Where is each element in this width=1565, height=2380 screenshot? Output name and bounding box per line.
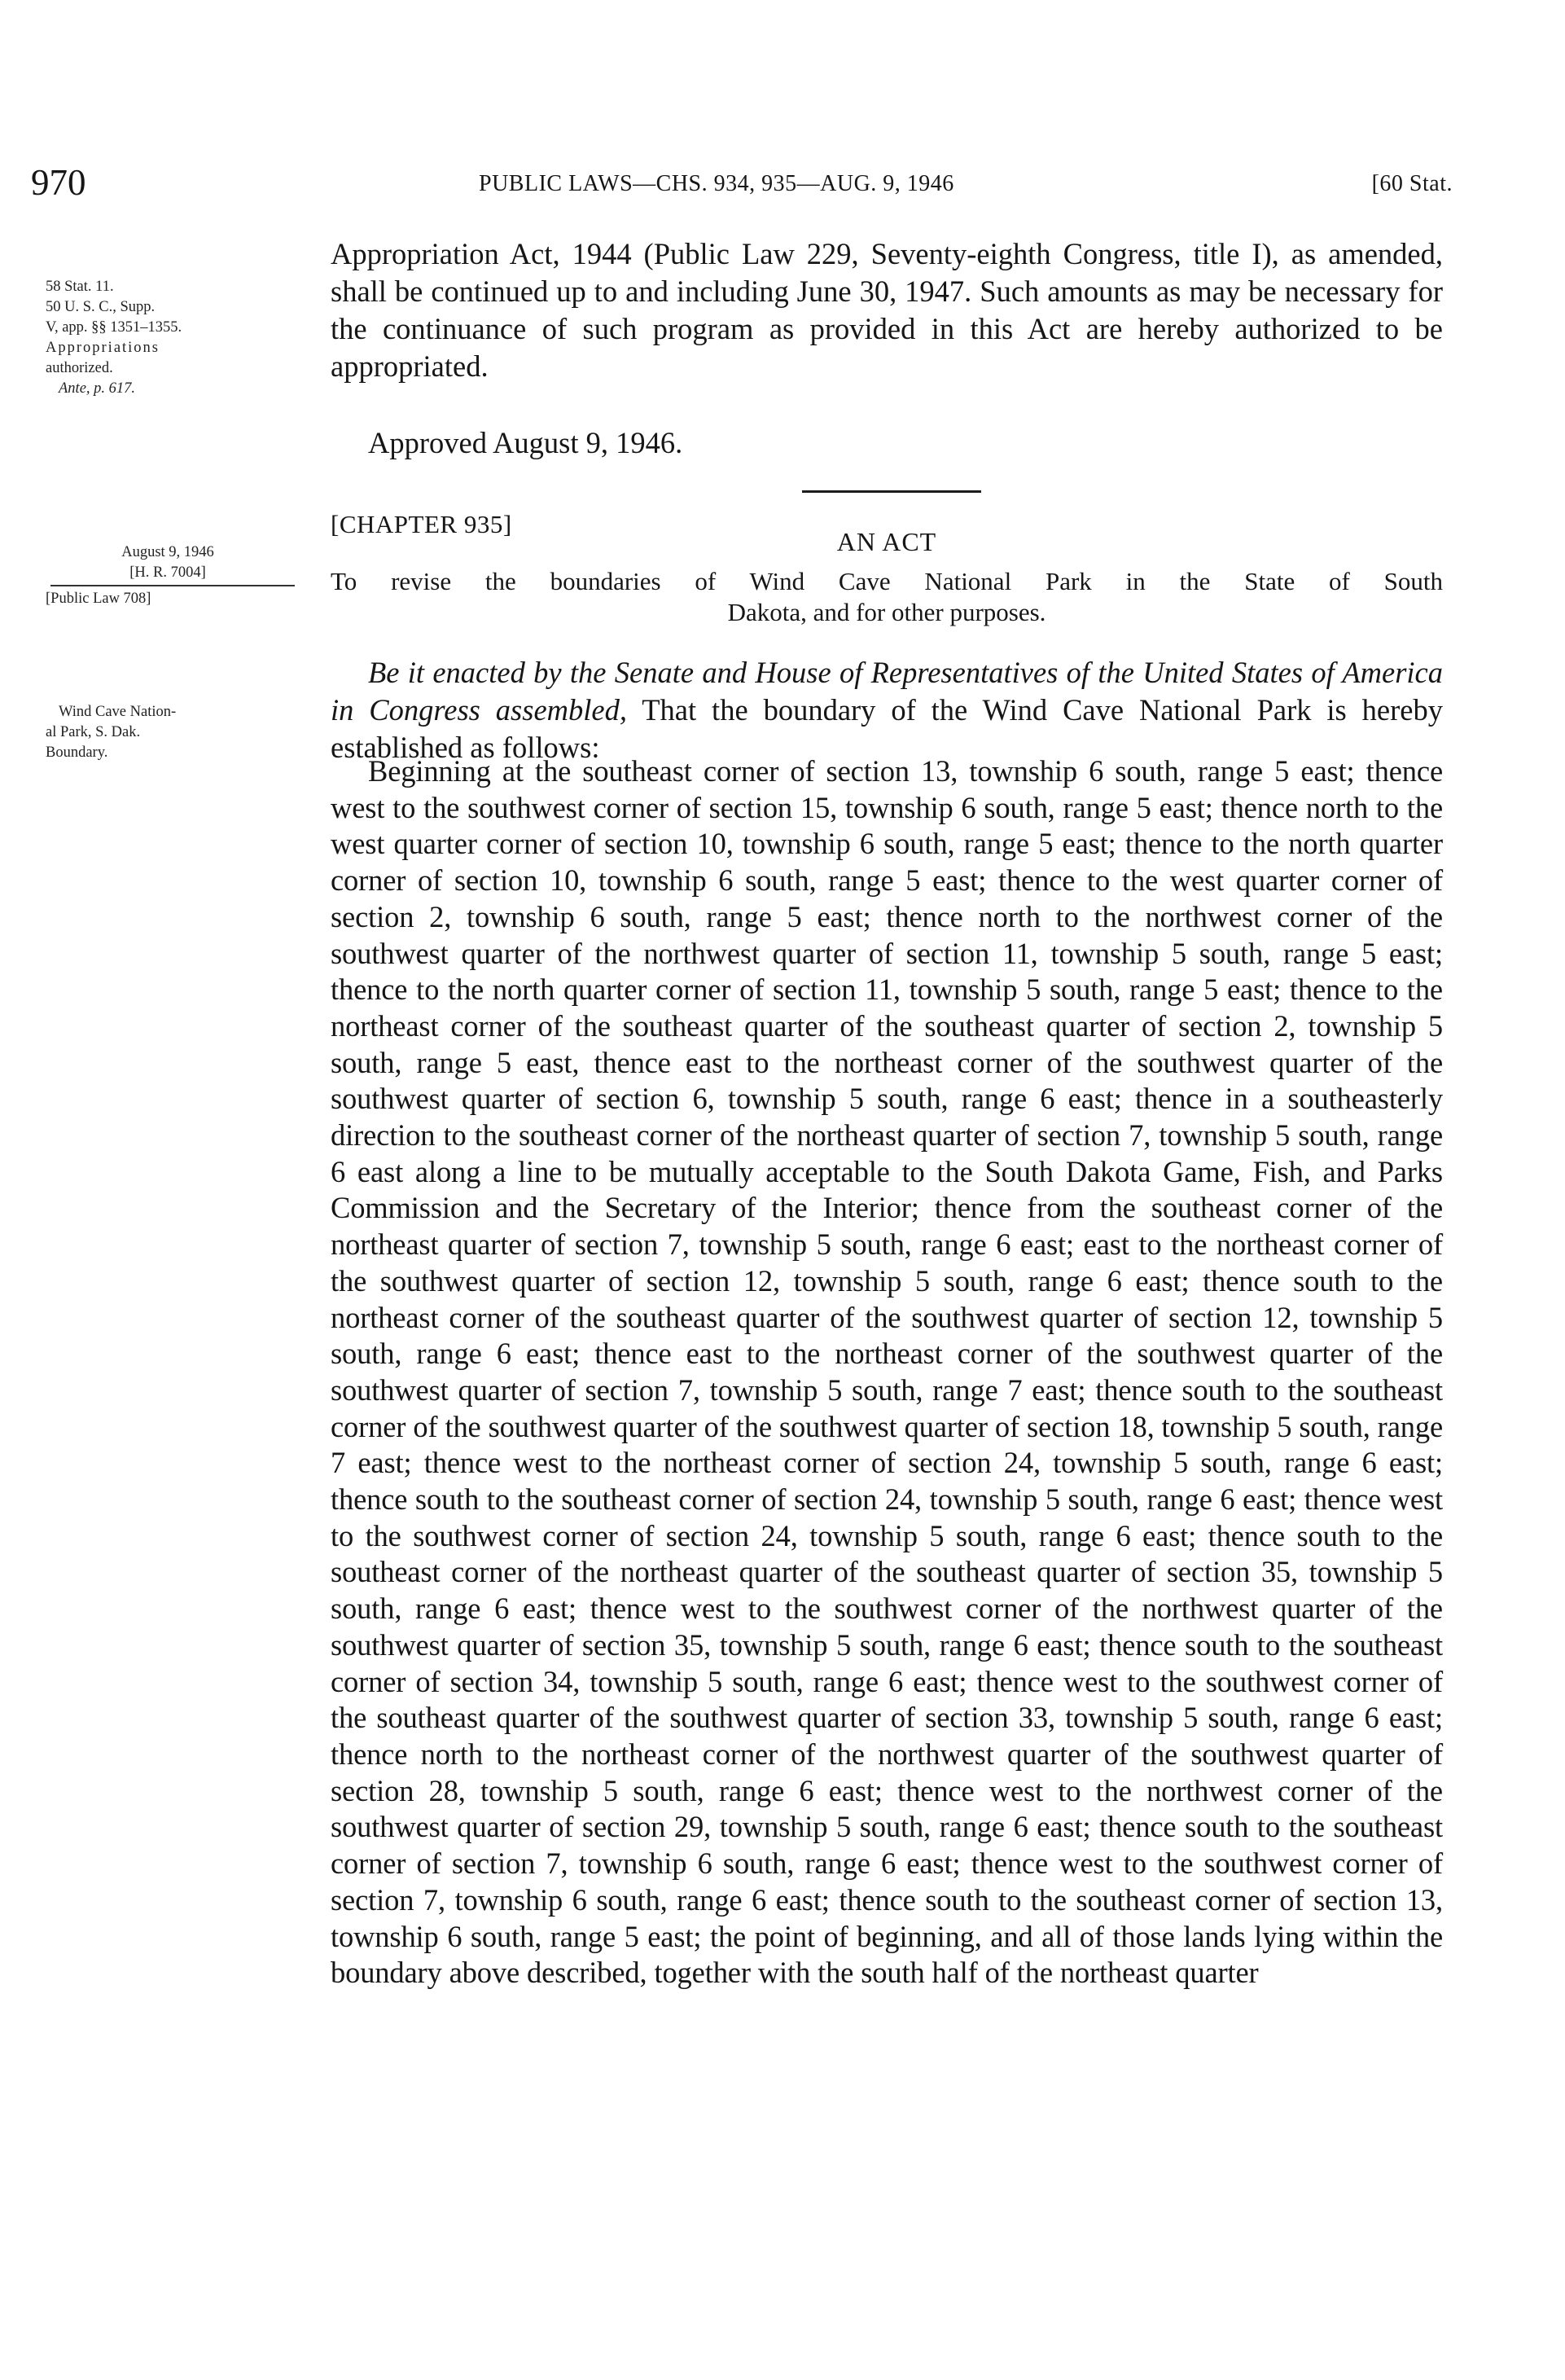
margin-citation-usc: 50 U. S. C., Supp.: [46, 299, 156, 315]
page-number: 970: [31, 162, 86, 203]
running-head: [31, 160, 1453, 205]
enacting-clause-block: [331, 654, 1443, 766]
margin-citation-usc-sections: V, app. §§ 1351–1355.: [46, 319, 182, 336]
prior-act-paragraph: Appropriation Act, 1944 (Public Law 229, Seventy-eighth Congress, title I), as amended, shall be continued up to and including June 30, 1947. Such amounts as may be necessary for the continuance of such program as provided in this Act are hereby authorized to be appropriated.: [331, 237, 1443, 383]
margin-bill-date: August 9, 1946: [121, 544, 214, 560]
long-title-line2: Dakota, and for other purposes.: [727, 598, 1046, 626]
margin-subject-line3: Boundary.: [46, 744, 108, 761]
margin-citation-ante: Ante, p. 617.: [59, 380, 136, 397]
margin-citation-stat: 58 Stat. 11.: [46, 279, 114, 295]
margin-note-bill: [46, 542, 322, 609]
margin-note-authorized: authorized.: [46, 360, 113, 376]
margin-public-law-number: [Public Law 708]: [46, 591, 151, 607]
approval-date: Approved August 9, 1946.: [368, 426, 683, 459]
enacting-clause: Be it enacted by the Senate and House of Representatives of the United States of America in Congress assembled,: [331, 656, 1443, 727]
long-title: [331, 566, 1443, 628]
section-divider-rule: [802, 490, 981, 493]
margin-note-subject: [46, 702, 322, 763]
running-head-title: PUBLIC LAWS—CHS. 934, 935—AUG. 9, 1946: [479, 171, 954, 196]
margin-subject-line1: Wind Cave Nation-: [59, 704, 177, 720]
volume-reference: [60 Stat.: [1371, 171, 1453, 196]
boundary-description-block: [331, 753, 1443, 1991]
long-title-line1: To revise the boundaries of Wind Cave National Park in the State of South: [331, 567, 1443, 595]
chapter-number: [CHAPTER 935]: [331, 510, 512, 538]
prior-act-continuation: [331, 235, 1443, 385]
margin-subject-line2: al Park, S. Dak.: [46, 724, 141, 740]
margin-bill-number: [H. R. 7004]: [129, 564, 206, 581]
boundary-description: Beginning at the southeast corner of section 13, township 6 south, range 5 east; thence west to the southwest corner of section 15, township 6 south, range 5 east; thence north to the west quarter corner of section 10, township 6 south, range 5 east; thence to the north quarter corner of section 10, township 6 south, range 5 east; thence to the west quarter corner of section 2, township 6 south, range 5 east; thence north to the northwest corner of the southwest quarter of the northwest quarter of section 11, township 5 south, range 5 east; thence to the north quarter corner of section 11, township 5 south, range 5 east; thence to the northeast corner of the southeast quarter of the southeast quarter of section 2, township 5 south, range 5 east, thence east to the northeast corner of the southwest quarter of the southwest quarter of section 6, township 5 south, range 6 east; thence in a southeasterly direction to the southeast corner of the northeast quarter of section 7, township 5 south, range 6 east along a line to be mutually acceptable to the South Dakota Game, Fish, and Parks Commission and the Secretary of the Interior; thence from the southeast corner of the northeast quarter of section 7, township 5 south, range 6 east; east to the northeast corner of the southwest quarter of section 12, township 5 south, range 6 east; thence south to the northeast corner of the southeast quarter of the southwest quarter of section 12, township 5 south, range 6 east; thence east to the northeast corner of the southwest quarter of the southwest quarter of section 7, township 5 south, range 7 east; thence south to the southeast corner of the southwest quarter of the southwest quarter of section 18, township 5 south, range 7 east; thence west to the northeast corner of section 24, township 5 south, range 6 east; thence south to the southeast corner of section 24, township 5 south, range 6 east; thence west to the southwest corner of section 24, township 5 south, range 6 east; thence south to the southeast corner of the northeast quarter of the southeast quarter of section 35, township 5 south, range 6 east; thence west to the southwest corner of the northwest quarter of the southwest quarter of section 35, township 5 south, range 6 east; thence south to the southeast corner of section 34, township 5 south, range 6 east; thence west to the southwest corner of the southeast quarter of the southwest quarter of section 33, township 5 south, range 6 east; thence north to the northeast corner of the northwest quarter of the southwest quarter of section 28, township 5 south, range 6 east; thence west to the northwest corner of the southwest quarter of section 29, township 5 south, range 6 east; thence south to the southeast corner of section 7, township 6 south, range 6 east; thence west to the southwest corner of section 7, township 6 south, range 6 east; thence south to the southeast corner of section 13, township 6 south, range 5 east; the point of beginning, and all of those lands lying within the boundary above described, together with the south half of the northeast quarter: [331, 754, 1443, 1990]
enacting-body: That the boundary of the Wind Cave National Park is hereby established as follows:: [331, 693, 1443, 764]
margin-bill-rule: [50, 585, 295, 586]
act-heading: AN ACT: [836, 527, 937, 556]
margin-note-appropriations: Appropriations: [46, 340, 160, 356]
approval-line: [331, 424, 1443, 462]
margin-note-citations: [46, 277, 322, 399]
